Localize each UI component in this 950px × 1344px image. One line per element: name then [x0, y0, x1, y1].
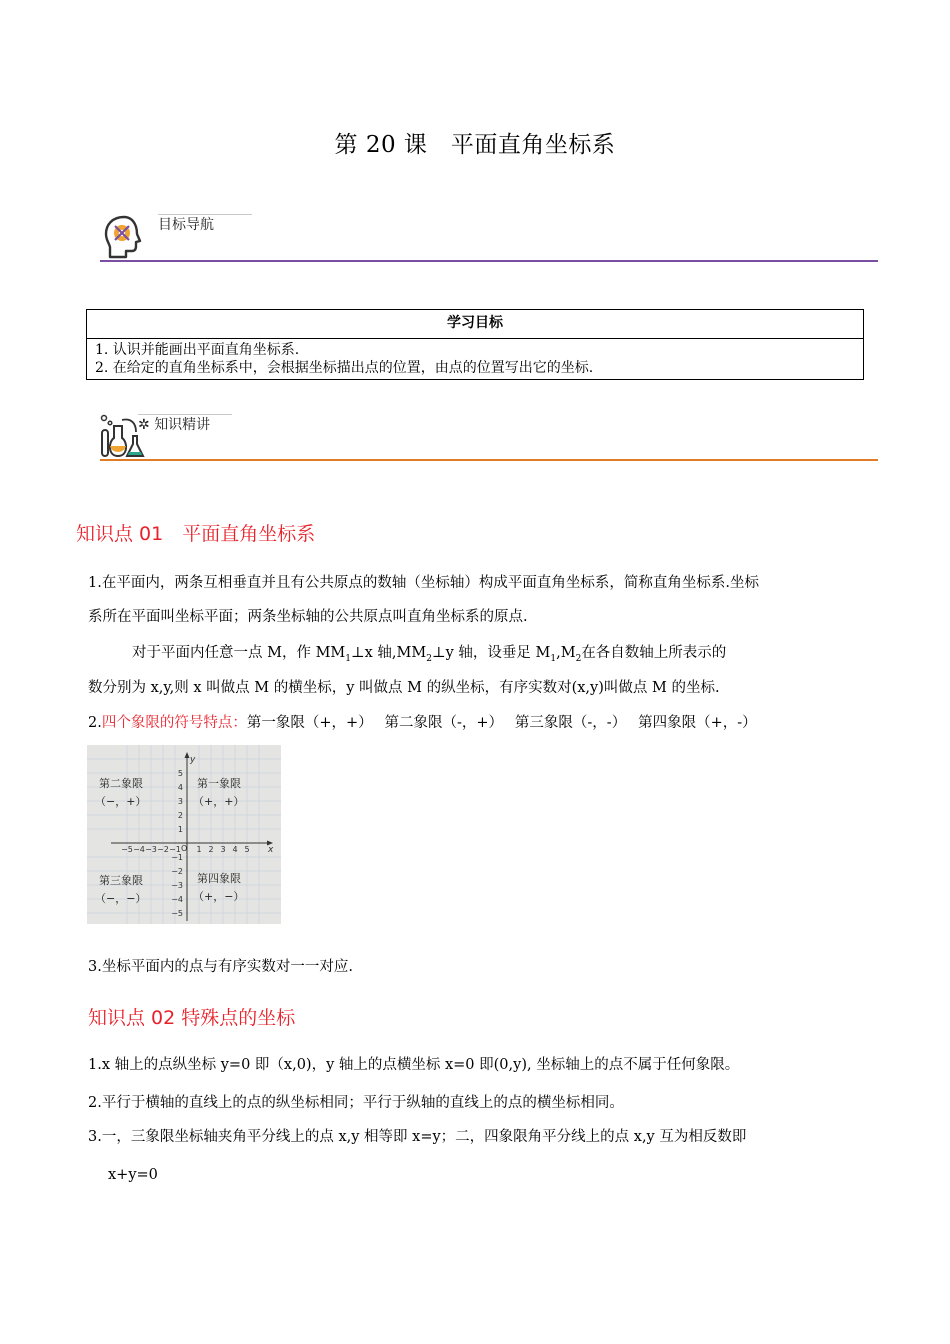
learning-goals-body — [87, 339, 864, 380]
y-tick-label: 3 — [177, 797, 183, 806]
x-axis-label: x — [268, 845, 274, 855]
x-tick-label: 5 — [244, 845, 250, 854]
kp2-p1: 1.x 轴上的点纵坐标 y=0 即（x,0)，y 轴上的点横坐标 x=0 即(0,y), 坐标轴上的点不属于任何象限。 — [88, 1057, 740, 1073]
kp2-p3-line1: 3.一，三象限坐标轴夹角平分线上的点 x,y 相等即 x=y；二，四象限角平分线上的点 x,y 互为相反数即 — [88, 1129, 747, 1145]
quadrant-signs-highlight: 四个象限的符号特点： — [101, 715, 247, 731]
x-tick-label: −3 — [145, 845, 157, 854]
y-tick-label: 5 — [177, 769, 183, 778]
y-axis-label: y — [190, 755, 196, 765]
quadrant-1-sign: （+，+） — [193, 795, 245, 808]
goals-nav-rule — [100, 260, 878, 262]
goals-nav-header — [100, 214, 878, 284]
kp2-heading: 知识点 02 特殊点的坐标 — [88, 1007, 296, 1029]
x-tick-label: −1 — [169, 845, 181, 854]
y-tick-label: 1 — [177, 825, 183, 834]
x-tick-label: −4 — [133, 845, 145, 854]
y-tick-label: −1 — [171, 853, 183, 862]
head-gears-icon — [102, 214, 146, 264]
y-tick-label: −3 — [171, 881, 183, 890]
knowledge-nav-rule — [100, 459, 878, 461]
learning-goal-item: 2. 在给定的直角坐标系中，会根据坐标描出点的位置，由点的位置写出它的坐标. — [95, 360, 594, 376]
kp2-p2: 2.平行于横轴的直线上的点的纵坐标相同；平行于纵轴的直线上的点的横坐标相同。 — [88, 1095, 624, 1111]
x-tick-label: −2 — [157, 845, 169, 854]
quadrant-4-name: 第四象限 — [197, 872, 241, 885]
knowledge-nav-header — [100, 414, 878, 484]
kp1-quadrant-signs: 2.四个象限的符号特点：第一象限（+，+） 第二象限（-，+） 第三象限（-，-） 第四象限（+，-） — [88, 715, 757, 731]
y-tick-label: −2 — [171, 867, 183, 876]
y-tick-label: 2 — [177, 811, 183, 820]
y-axis-arrow — [185, 752, 190, 758]
quadrant-4-sign: （+，−） — [193, 890, 245, 903]
kp1-p2-line2: 数分别为 x,y,则 x 叫做点 M 的横坐标，y 叫做点 M 的纵坐标，有序实数对(x,y)叫做点 M 的坐标. — [88, 680, 720, 696]
x-tick-label: −5 — [121, 845, 133, 854]
quadrant-figure — [87, 745, 281, 924]
origin-label: O — [181, 844, 188, 853]
x-tick-label: 3 — [220, 845, 226, 854]
kp1-heading: 知识点 01 平面直角坐标系 — [76, 523, 316, 545]
learning-goals-table — [86, 309, 864, 380]
kp1-p2-line1: 对于平面内任意一点 M，作 $MM_1\perp x$ 轴$,MM_2\perp y$ 轴，设垂足 $M_1,M_2$在各自数轴上所表示的 — [132, 645, 727, 664]
x-tick-label: 2 — [208, 845, 214, 854]
x-tick-label: 1 — [196, 845, 202, 854]
sparkle-icon: ✲ — [138, 417, 150, 433]
quadrant-2-sign: （−，+） — [95, 795, 147, 808]
goals-nav-label: 目标导航 — [158, 217, 214, 233]
y-tick-label: 4 — [177, 783, 183, 792]
page-title: 第 20 课 平面直角坐标系 — [334, 132, 616, 158]
kp1-p1-line2: 系所在平面叫坐标平面；两条坐标轴的公共原点叫直角坐标系的原点. — [88, 609, 528, 625]
x-tick-label: 4 — [232, 845, 238, 854]
quadrant-1-name: 第一象限 — [197, 777, 241, 790]
kp1-p4: 3.坐标平面内的点与有序实数对一一对应. — [88, 959, 353, 975]
y-tick-label: −5 — [171, 909, 183, 918]
quadrant-2-name: 第二象限 — [99, 777, 143, 790]
kp2-p3-line2: x+y=0 — [108, 1167, 158, 1183]
y-tick-label: −4 — [171, 895, 183, 904]
kp1-p1-line1: 1.在平面内，两条互相垂直并且有公共原点的数轴（坐标轴）构成平面直角坐标系，简称直角坐标系.坐标 — [88, 575, 759, 591]
quadrant-3-sign: （−，−） — [95, 892, 147, 905]
knowledge-nav-label: ✲ 知识精讲 — [138, 417, 211, 433]
learning-goals-header: 学习目标 — [87, 310, 864, 339]
quadrant-3-name: 第三象限 — [99, 874, 143, 887]
learning-goal-item: 1. 认识并能画出平面直角坐标系. — [95, 342, 300, 358]
